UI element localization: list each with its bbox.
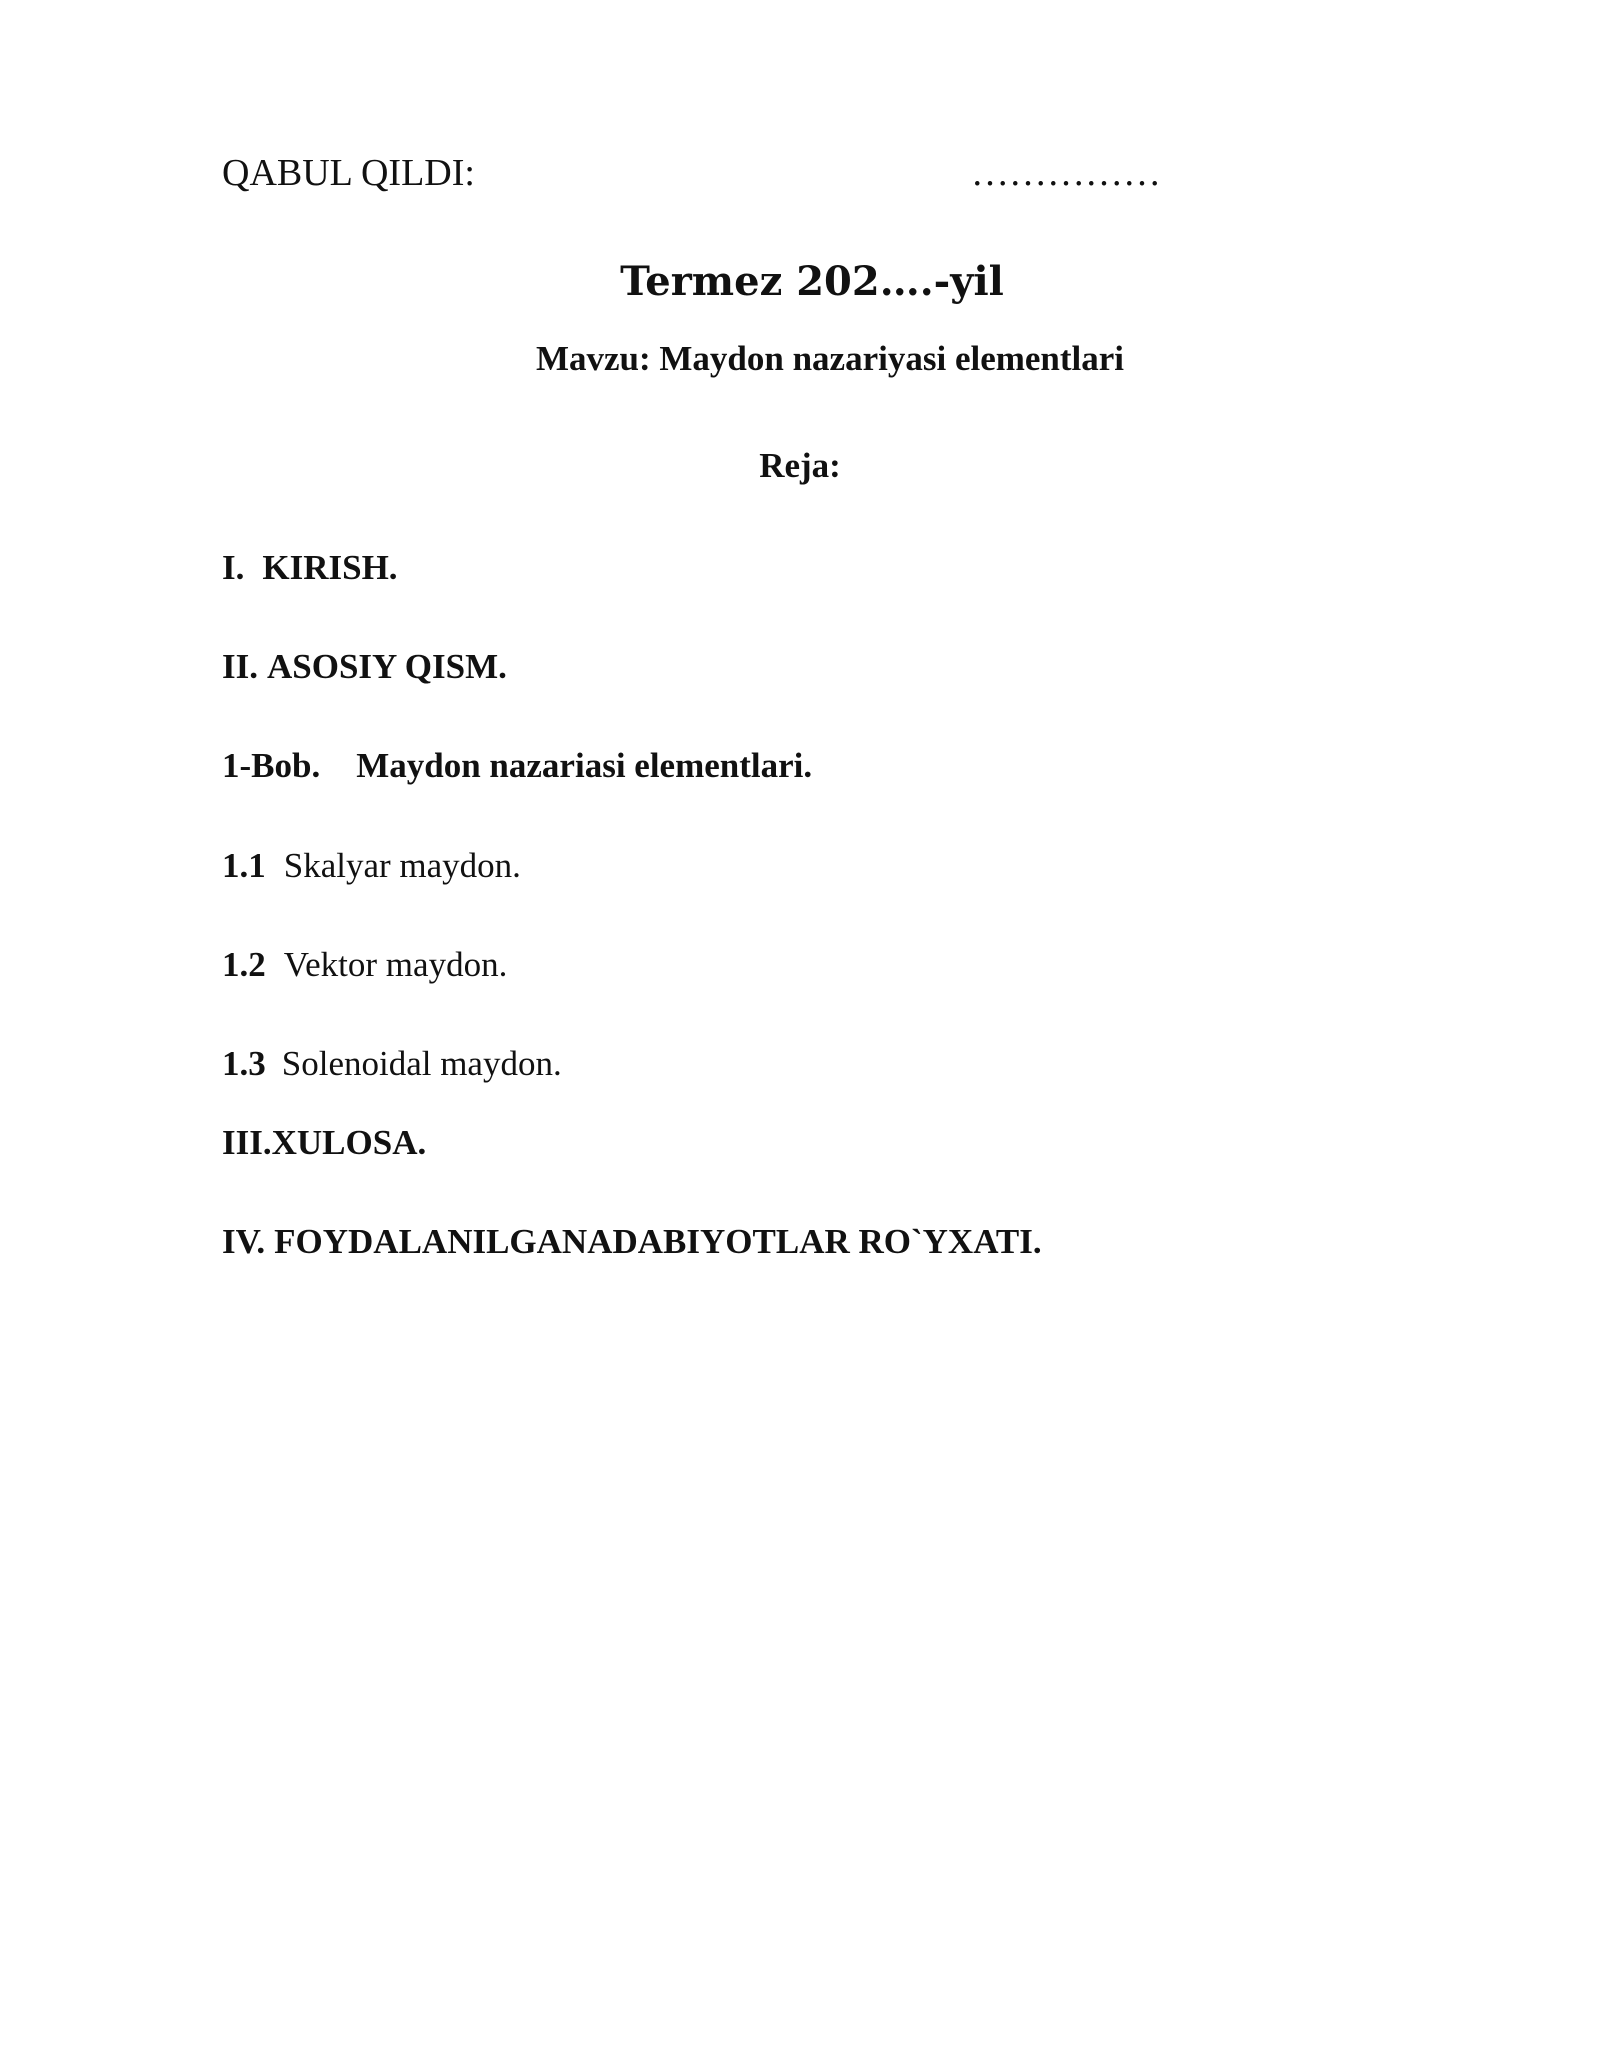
toc-item-number: 1.2 bbox=[222, 945, 266, 984]
toc-item-main-part bbox=[222, 649, 507, 684]
toc-item-section-1-2 bbox=[222, 947, 507, 982]
toc-item-label: Solenoidal maydon. bbox=[281, 1044, 562, 1083]
toc-item-number: 1.3 bbox=[222, 1044, 266, 1083]
toc-item-label: KIRISH. bbox=[262, 548, 398, 587]
city-year-heading: Termez 202….-yil bbox=[620, 258, 1004, 305]
toc-item-number: II. bbox=[222, 647, 258, 686]
toc-item-number: III. bbox=[222, 1123, 272, 1162]
toc-item-label: Skalyar maydon. bbox=[283, 846, 521, 885]
toc-item-references bbox=[222, 1224, 1042, 1259]
toc-item-introduction bbox=[222, 550, 398, 585]
toc-item-label: XULOSA. bbox=[271, 1123, 427, 1162]
toc-item-label: ASOSIY QISM. bbox=[267, 647, 507, 686]
toc-item-number: 1.1 bbox=[222, 846, 266, 885]
toc-item-chapter-1 bbox=[222, 748, 812, 783]
toc-item-number: IV. bbox=[222, 1222, 266, 1261]
topic-heading: Mavzu: Maydon nazariyasi elementlari bbox=[535, 339, 1125, 378]
plan-heading: Reja: bbox=[759, 446, 841, 485]
toc-item-section-1-1 bbox=[222, 848, 521, 883]
toc-item-number: 1-Bob. bbox=[222, 746, 321, 785]
accepted-by-label: QABUL QILDI: bbox=[222, 152, 475, 194]
toc-item-number: I. bbox=[222, 548, 245, 587]
toc-item-label: FOYDALANILGANADABIYOTLAR RO`YXATI. bbox=[274, 1222, 1042, 1261]
toc-item-conclusion bbox=[222, 1125, 426, 1160]
toc-item-label: Maydon nazariasi elementlari. bbox=[356, 746, 813, 785]
accepted-by-placeholder: …………… bbox=[971, 152, 1161, 194]
toc-item-label: Vektor maydon. bbox=[283, 945, 508, 984]
toc-item-section-1-3 bbox=[222, 1046, 562, 1081]
